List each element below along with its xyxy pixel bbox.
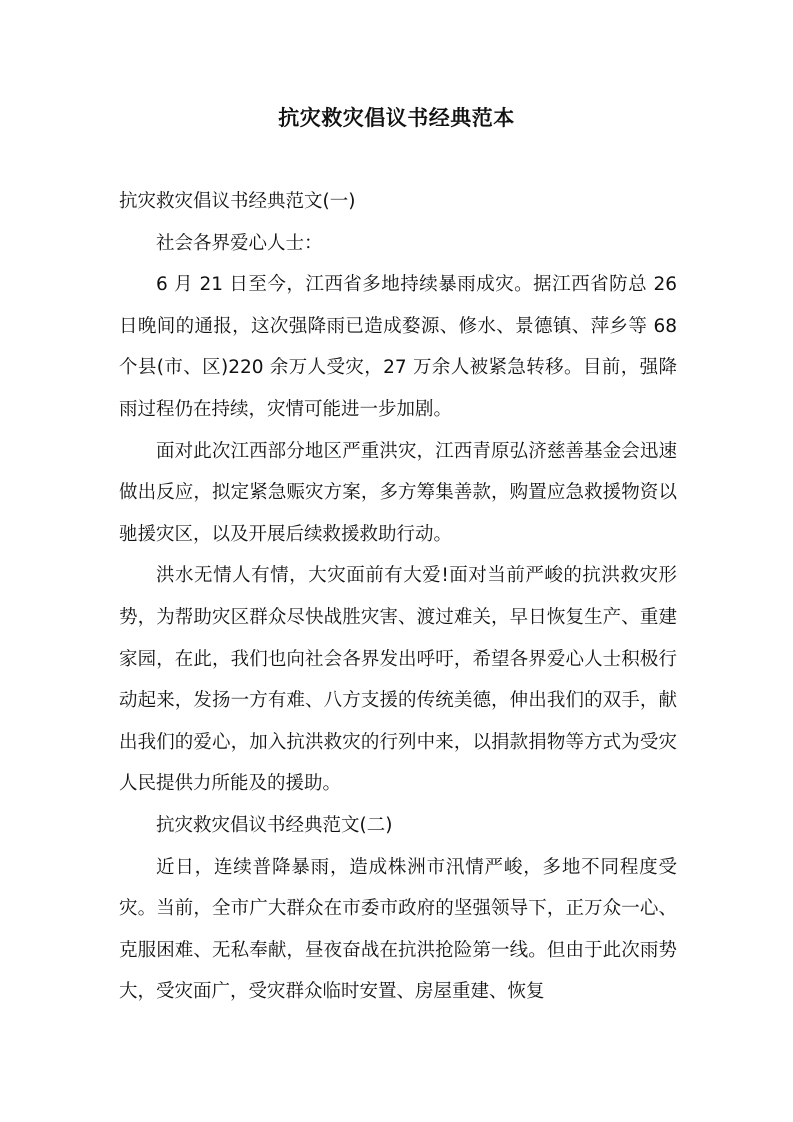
paragraph: 洪水无情人有情，大灾面前有大爱!面对当前严峻的抗洪救灾形势，为帮助灾区群众尽快战胜灾害、渡过难关，早日恢复生产、重建家园，在此，我们也向社会各界发出呼吁，希望各界爱心人士积极行动起来，发扬一方有难、八方支援的传统美德，伸出我们的双手，献出我们的爱心，加入抗洪救灾的行列中来，以捐款捐物等方式为受灾人民提供力所能及的援助。 (119, 565, 677, 795)
document-body (119, 181, 677, 1013)
paragraph: 6 月 21 日至今，江西省多地持续暴雨成灾。据江西省防总 26 日晚间的通报，这次强降雨已造成婺源、修水、景德镇、萍乡等 68 个县(市、区)220 余万人受灾，27 万余人被紧急转移。目前，强降雨过程仍在持续，灾情可能进一步加剧。 (119, 274, 677, 420)
paragraph: 面对此次江西部分地区严重洪灾，江西青原弘济慈善基金会迅速做出反应，拟定紧急赈灾方案，多方筹集善款，购置应急救援物资以驰援灾区，以及开展后续救援救助行动。 (119, 440, 677, 545)
paragraph: 近日，连续普降暴雨，造成株洲市汛情严峻，多地不同程度受灾。当前，全市广大群众在市委市政府的坚强领导下，正万众一心、克服困难、无私奉献，昼夜奋战在抗洪抢险第一线。但由于此次雨势大，受灾面广，受灾群众临时安置、房屋重建、恢复 (119, 856, 677, 1003)
paragraph: 社会各界爱心人士： (156, 232, 323, 254)
document-title: 抗灾救灾倡议书经典范本 (278, 106, 515, 130)
paragraph: 抗灾救灾倡议书经典范文(一) (119, 191, 356, 212)
paragraph: 抗灾救灾倡议书经典范文(二) (156, 814, 393, 836)
